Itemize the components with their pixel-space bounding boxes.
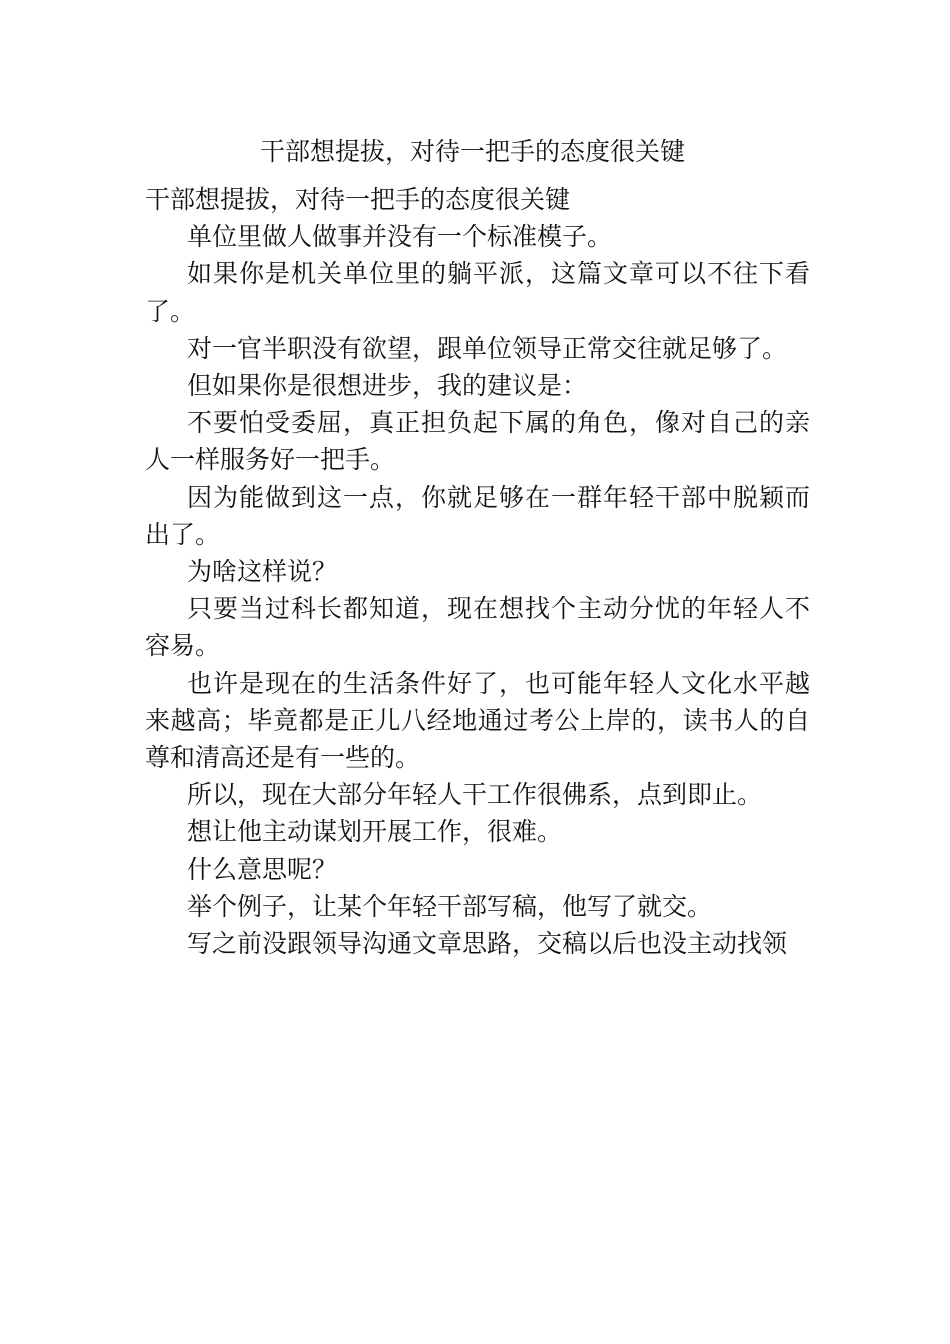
paragraph: 单位里做人做事并没有一个标准模子。 bbox=[187, 222, 613, 252]
paragraph: 想让他主动谋划开展工作，很难。 bbox=[187, 817, 563, 847]
document-title: 干部想提拔，对待一把手的态度很关键 bbox=[260, 137, 686, 166]
paragraph: 写之前没跟领导沟通文章思路，交稿以后也没主动找领 bbox=[187, 929, 788, 959]
paragraph: 因为能做到这一点，你就足够在一群年轻干部中脱颖而出了。 bbox=[145, 482, 810, 549]
paragraph: 只要当过科长都知道，现在想找个主动分忧的年轻人不容易。 bbox=[145, 594, 810, 661]
paragraph: 如果你是机关单位里的躺平派，这篇文章可以不往下看了。 bbox=[145, 259, 810, 326]
paragraph: 不要怕受委屈，真正担负起下属的角色，像对自己的亲人一样服务好一把手。 bbox=[145, 408, 810, 475]
paragraph: 为啥这样说？ bbox=[187, 557, 338, 587]
subtitle-paragraph: 干部想提拔，对待一把手的态度很关键 bbox=[145, 185, 571, 214]
paragraph: 举个例子，让某个年轻干部写稿，他写了就交。 bbox=[187, 891, 713, 921]
paragraph: 但如果你是很想进步，我的建议是： bbox=[187, 371, 588, 401]
document-body bbox=[145, 181, 810, 962]
paragraph: 也许是现在的生活条件好了，也可能年轻人文化水平越来越高；毕竟都是正儿八经地通过考公上岸的，读书人的自尊和清高还是有一些的。 bbox=[145, 668, 810, 773]
paragraph: 对一官半职没有欲望，跟单位领导正常交往就足够了。 bbox=[187, 333, 788, 363]
paragraph: 所以，现在大部分年轻人干工作很佛系，点到即止。 bbox=[187, 780, 763, 810]
paragraph: 什么意思呢？ bbox=[187, 854, 338, 884]
